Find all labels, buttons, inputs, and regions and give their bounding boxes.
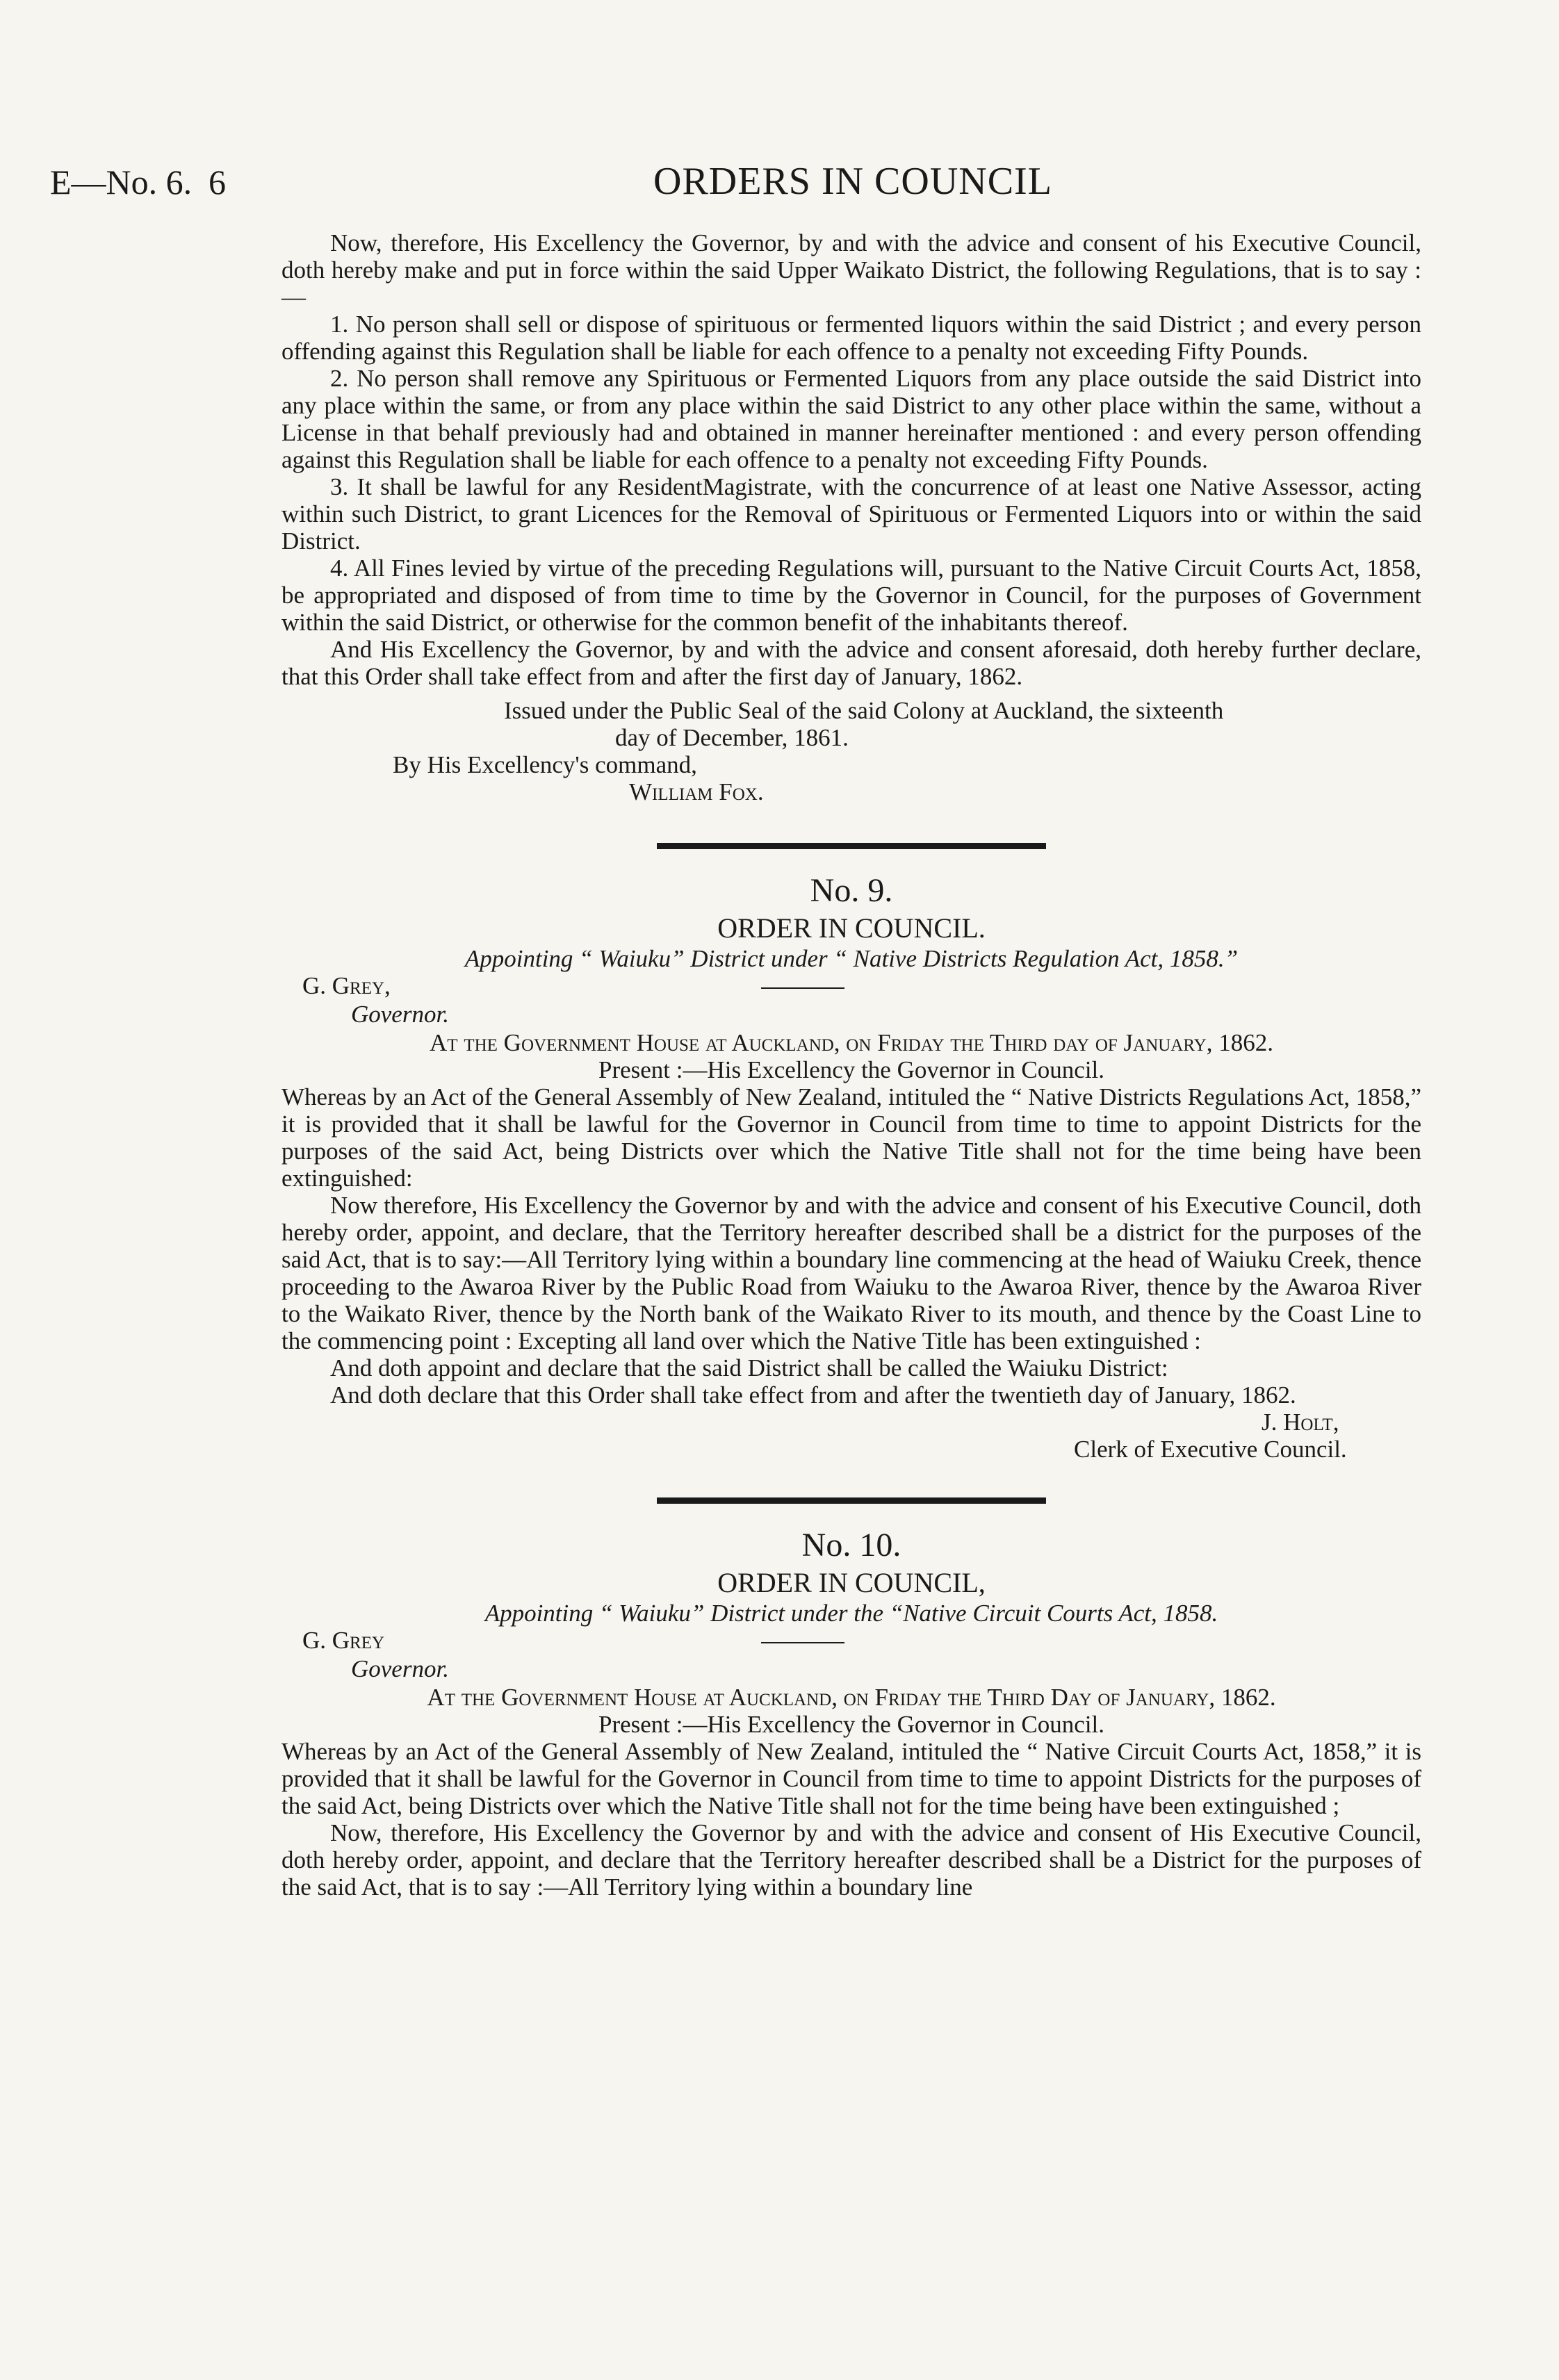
clerk-name: J. Holt, (1262, 1409, 1339, 1436)
governor-name: G. Grey (302, 1627, 385, 1654)
page-number: 6 (209, 163, 226, 202)
paragraph: 4. All Fines levied by virtue of the preceding Regulations will, pursuant to the Native Circuit Courts Act, 1858, be appropriated and disposed of from time to time by the Governor in Council, for the purposes of Government within the said District, or otherwise for the common benefit of the inhabitants thereof. (281, 555, 1421, 636)
governor-block (281, 1627, 1421, 1684)
issued-date: day of December, 1861. (615, 724, 849, 751)
order-no-10 (281, 1525, 1421, 1901)
paragraph: 2. No person shall remove any Spirituous or Fermented Liquors from any place outside the said District into any place within the same, or from any place within the said District to any other place within the same, without a License in that behalf previously had and obtained in manner hereinafter mentioned : and every person offending against this Regulation shall be liable for each offence to a penalty not exceeding Fifty Pounds. (281, 365, 1421, 473)
paragraph: And His Excellency the Governor, by and with the advice and consent aforesaid, doth hereby further declare, that this Order shall take effect from and after the first day of January, 1862. (281, 636, 1421, 690)
governor-name: G. Grey, (302, 972, 391, 999)
section-divider (657, 1497, 1046, 1504)
order-heading: ORDER IN COUNCIL, (717, 1567, 986, 1598)
present-line: Present :—His Excellency the Governor in Council. (598, 1711, 1105, 1738)
paragraph: And doth appoint and declare that the said District shall be called the Waiuku District: (330, 1354, 1168, 1381)
paragraph: 1. No person shall sell or dispose of spirituous or fermented liquors within the said District ; and every person offending against this Regulation shall be liable for each offence to a penalty not exceeding Fifty Pounds. (281, 311, 1421, 365)
paragraph: 3. It shall be lawful for any ResidentMagistrate, with the concurrence of at least one Native Assessor, acting within such District, to grant Licences for the Removal of Spirituous or Fermented Liquors into or within the said District. (281, 473, 1421, 555)
place-line: At the Government House at Auckland, on Friday the Third Day of January, 1862. (427, 1684, 1276, 1711)
place-line: At the Government House at Auckland, on Friday the Third day of January, 1862. (430, 1029, 1273, 1056)
page-body (281, 229, 1421, 1901)
running-header (0, 156, 1559, 212)
document-label: E—No. 6. (50, 163, 193, 202)
order-heading: ORDER IN COUNCIL. (717, 912, 986, 944)
clerk-title: Clerk of Executive Council. (1074, 1436, 1347, 1463)
paragraph: Whereas by an Act of the General Assembly of New Zealand, intituled the “ Native Circuit Courts Act, 1858,” it is provided that it shall be lawful for the Governor in Council from time to time to appoint Districts for the purposes of the said Act, being Districts over which the Native Title shall not for the time being have been extinguished ; (281, 1738, 1421, 1819)
paragraph: Now, therefore, His Excellency the Governor, by and with the advice and consent of his Executive Council, doth hereby make and put in force within the said Upper Waikato District, the following Regulations, that is to say :— (281, 229, 1421, 311)
order-subtitle: Appointing “ Waiuku” District under the “Native Circuit Courts Act, 1858. (484, 1600, 1218, 1627)
order-number: No. 10. (801, 1527, 901, 1564)
governor-title: Governor. (351, 1655, 449, 1682)
present-line: Present :—His Excellency the Governor in Council. (598, 1056, 1105, 1083)
section-divider (657, 843, 1046, 849)
issued-block (281, 697, 1421, 751)
governor-title: Governor. (351, 1001, 449, 1028)
order-no-9 (281, 870, 1421, 1463)
signatory: William Fox. (629, 778, 764, 805)
order-subtitle: Appointing “ Waiuku” District under “ Native Districts Regulation Act, 1858.” (464, 945, 1239, 972)
issued-line: Issued under the Public Seal of the said Colony at Auckland, the sixteenth (504, 697, 1224, 724)
command-line: By His Excellency's command, (393, 751, 697, 778)
short-rule (761, 987, 844, 989)
paragraph: And doth declare that this Order shall take effect from and after the twentieth day of January, 1862. (330, 1381, 1296, 1409)
paragraph: Now, therefore, His Excellency the Governor by and with the advice and consent of His Executive Council, doth hereby order, appoint, and declare that the Territory hereafter described shall be a District for the purposes of the said Act, that is to say :—All Territory lying within a boundary line (281, 1819, 1421, 1901)
section-regulations (281, 229, 1421, 805)
page-title: ORDERS IN COUNCIL (653, 160, 1052, 203)
governor-block (281, 972, 1421, 1029)
order-number: No. 9. (810, 872, 893, 909)
paragraph: Whereas by an Act of the General Assembly of New Zealand, intituled the “ Native Districts Regulations Act, 1858,” it is provided that it shall be lawful for the Governor in Council from time to time to appoint Districts for the purposes of the said Act, being Districts over which the Native Title shall not for the time being have been extinguished: (281, 1083, 1421, 1192)
paragraph: Now therefore, His Excellency the Governor by and with the advice and consent of his Executive Council, doth hereby order, appoint, and declare, that the Territory hereafter described shall be a district for the purposes of the said Act, that is to say:—All Territory lying within a boundary line commencing at the head of Waiuku Creek, thence proceeding to the Awaroa River by the Public Road from Waiuku to the Awaroa River, thence by the Awaroa River to the Waikato River, thence by the North bank of the Waikato River to its mouth, and thence by the Coast Line to the commencing point : Excepting all land over which the Native Title has been extinguished : (281, 1192, 1421, 1354)
short-rule (761, 1642, 844, 1643)
